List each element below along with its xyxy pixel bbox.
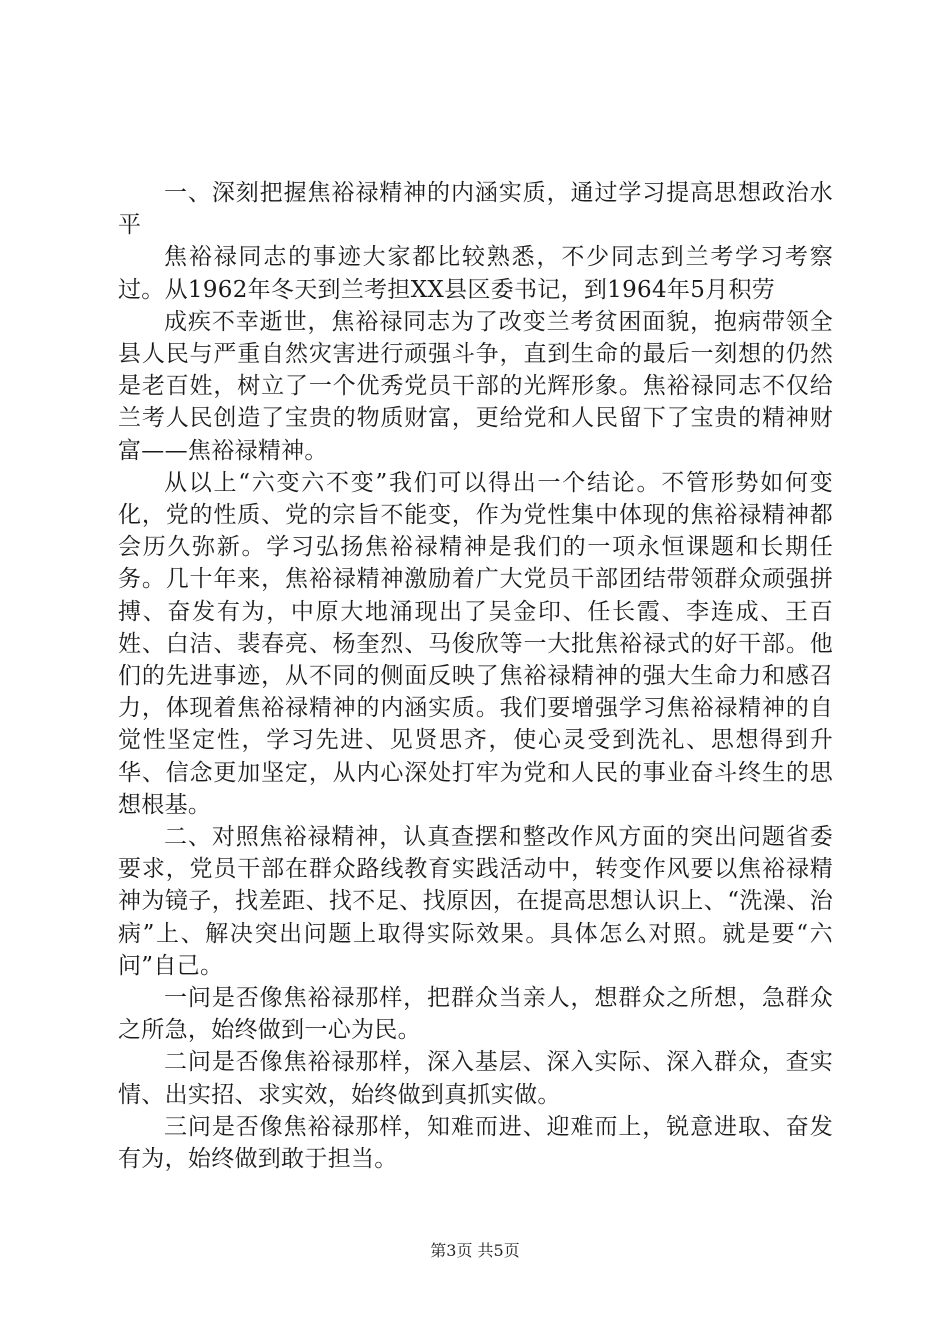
list-item-question-3: 三问是否像焦裕禄那样，知难而进、迎难而上，锐意进取、奋发有为，始终做到敢于担当。	[118, 1113, 833, 1173]
section-heading-2: 二、对照焦裕禄精神，认真查摆和整改作风方面的突出问题省委要求，党员干部在群众路线教育实践活动中，转变作风要以焦裕禄精神为镜子，找差距、找不足、找原因，在提高思想认识上、“洗澡、治病”上、解决突出问题上取得实际效果。具体怎么对照。就是要“六问”自己。	[118, 824, 833, 979]
page-number-footer: 第3页 共5页	[430, 1241, 520, 1260]
list-item-question-2: 二问是否像焦裕禄那样，深入基层、深入实际、深入群众，查实情、出实招、求实效，始终做到真抓实做。	[118, 1049, 833, 1108]
body-paragraph: 焦裕禄同志的事迹大家都比较熟悉，不少同志到兰考学习考察过。从1962年冬天到兰考担XX县区委书记，到1964年5月积劳	[118, 244, 833, 303]
body-paragraph: 从以上“六变六不变”我们可以得出一个结论。不管形势如何变化，党的性质、党的宗旨不能变，作为党性集中体现的焦裕禄精神都会历久弥新。学习弘扬焦裕禄精神是我们的一项永恒课题和长期任务。几十年来，焦裕禄精神激励着广大党员干部团结带领群众顽强拼搏、奋发有为，中原大地涌现出了吴金印、任长霞、李连成、王百姓、白洁、裴春亮、杨奎烈、马俊欣等一大批焦裕禄式的好干部。他们的先进事迹，从不同的侧面反映了焦裕禄精神的强大生命力和感召力，体现着焦裕禄精神的内涵实质。我们要增强学习焦裕禄精神的自觉性坚定性，学习先进、见贤思齐，使心灵受到洗礼、思想得到升华、信念更加坚定，从内心深处打牢为党和人民的事业奋斗终生的思想根基。	[118, 469, 833, 818]
body-paragraph: 成疾不幸逝世，焦裕禄同志为了改变兰考贫困面貌，抱病带领全县人民与严重自然灾害进行顽强斗争，直到生命的最后一刻想的仍然是老百姓，树立了一个优秀党员干部的光辉形象。焦裕禄同志不仅给兰考人民创造了宝贵的物质财富，更给党和人民留下了宝贵的精神财富——焦裕禄精神。	[118, 308, 833, 464]
section-heading-1: 一、深刻把握焦裕禄精神的内涵实质，通过学习提高思想政治水平	[118, 180, 833, 239]
list-item-question-1: 一问是否像焦裕禄那样，把群众当亲人，想群众之所想，急群众之所急，始终做到一心为民。	[118, 985, 833, 1044]
document-body	[118, 177, 833, 1175]
